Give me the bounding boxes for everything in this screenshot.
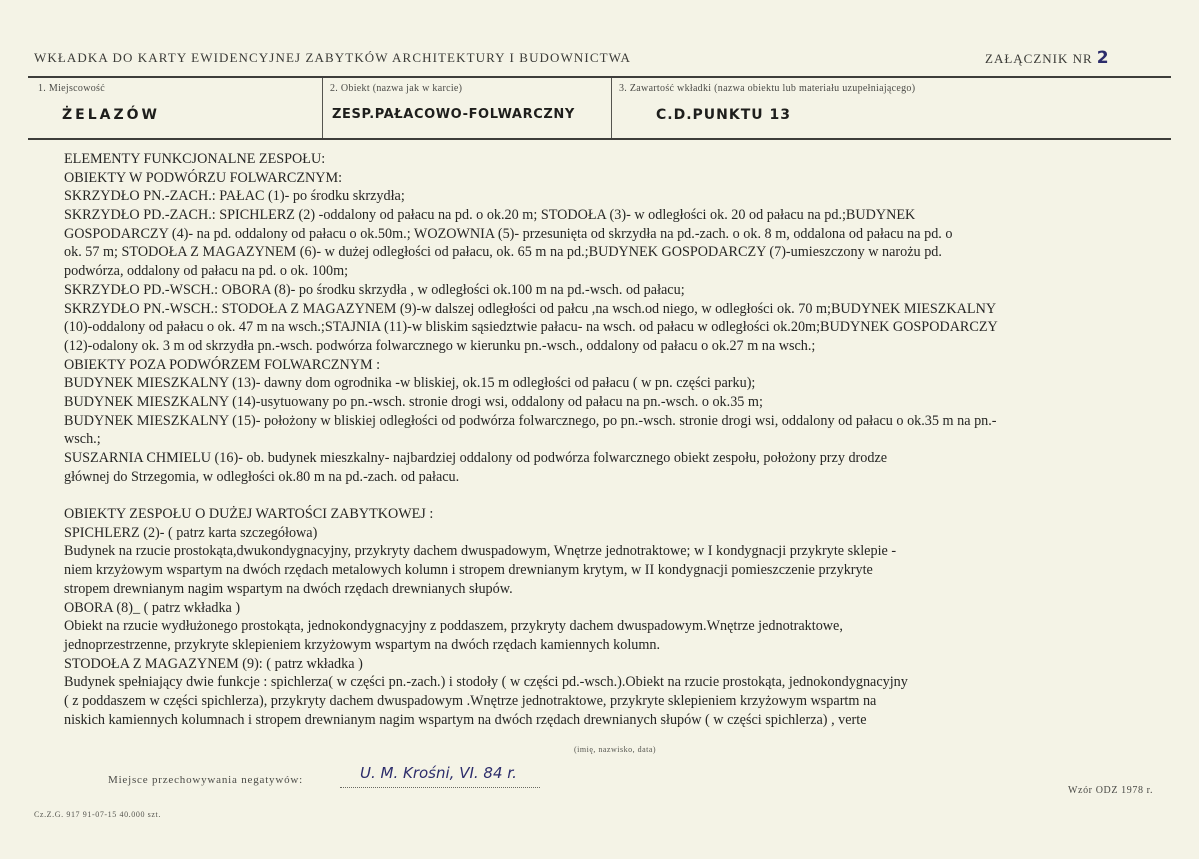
body-line: jednoprzestrzenne, przykryte sklepieniem krzyżowym wspartym na dwóch rzędach kamiennych kolumn.: [64, 636, 661, 653]
body-line: SKRZYDŁO PN.-ZACH.: PAŁAC (1)- po środku skrzydła;: [64, 188, 405, 205]
body-line: SKRZYDŁO PD.-WSCH.: OBORA (8)- po środku skrzydła , w odległości ok.100 m na pd.-wsch. od pałacu;: [64, 281, 685, 298]
negatives-label: Miejsce przechowywania negatywów:: [108, 774, 304, 786]
body-line: SPICHLERZ (2)- ( patrz karta szczegółowa): [64, 524, 318, 541]
body-line: ok. 57 m; STODOŁA Z MAGAZYNEM (6)- w dużej odległości od pałacu, ok. 65 m na pd.;BUDYNEK GOSPODARCZY (7)-umieszczony w narożu pd.: [64, 244, 942, 261]
form-title: WKŁADKA DO KARTY EWIDENCYJNEJ ZABYTKÓW ARCHITEKTURY I BUDOWNICTWA: [34, 50, 632, 65]
body-line: niem krzyżowym wspartym na dwóch rzędach metalowych kolumn i stropem drewnianym krytym, w II kondygnacji pomieszczenie przykryte: [64, 562, 873, 579]
attachment-label: ZAŁĄCZNIK NR: [985, 51, 1093, 66]
body-line: SUSZARNIA CHMIELU (16)- ob. budynek mieszkalny- najbardziej oddalony od podwórza folwarcznego obiekt zespołu, położony przy drodze: [64, 450, 888, 466]
print-info: Cz.Z.G. 917 91-07-15 40.000 szt.: [34, 810, 161, 819]
body-gap: [64, 486, 1184, 505]
body-line: OBORA (8)_ ( patrz wkładka ): [64, 599, 241, 616]
negatives-dotted-line: [340, 787, 540, 788]
body-line: podwórza, oddalony od pałacu na pd. o ok. 100m;: [64, 263, 349, 280]
body-line: (10)-oddalony od pałacu o ok. 47 m na wsch.;STAJNIA (11)-w bliskim sąsiedztwie pałacu- na wsch. od pałacu w odległości ok.20m;BUDYNEK GOSPODARCZY: [64, 319, 998, 336]
body-line: (12)-odalony ok. 3 m od skrzydła pn.-wsch. podwórza folwarcznego w kierunku pn.-wsch., oddalony od pałacu o ok.27 m na wsch.;: [64, 337, 816, 354]
body-line: ( z poddaszem w części spichlerza), przykryty dachem dwuspadowym .Wnętrze jednotraktowe, przykryte sklepieniem krzyżowym wspartm na: [64, 692, 877, 709]
body-line: OBIEKTY W PODWÓRZU FOLWARCZNYM:: [64, 169, 343, 186]
body-line: wsch.;: [64, 431, 101, 448]
body-line: ELEMENTY FUNKCJONALNE ZESPOŁU:: [64, 151, 326, 167]
body-line: GOSPODARCZY (4)- na pd. oddalony od pałacu o ok.50m.; WOZOWNIA (5)- przesunięta od skrzydła na pd.-zach. o ok. 8 m, oddalona od pałacu na pd. o: [64, 225, 953, 242]
body-line: niskich kamiennych kolumnach i stropem drewnianym nagim wspartym na dwóch rzędach drewnianych słupów ( w części spichlerza) , verte: [64, 711, 867, 728]
body-line: Budynek spełniający dwie funkcje : spichlerza( w części pn.-zach.) i stodoły ( w części pd.-wsch.).Obiekt na rzucie prostokąta, jednokondygnacyjny: [64, 674, 908, 691]
field-value-locality: ŻELAZÓW: [62, 107, 160, 123]
body-line: OBIEKTY ZESPOŁU O DUŻEJ WARTOŚCI ZABYTKOWEJ :: [64, 506, 434, 523]
body-line: BUDYNEK MIESZKALNY (15)- położony w bliskiej odległości od podwórza folwarcznego, po pn.-wsch. stronie drogi wsi, oddalony od pałacu o ok.35 m na pn.-: [64, 412, 997, 429]
body-line: Budynek na rzucie prostokąta,dwukondygnacyjny, przykryty dachem dwuspadowym, Wnętrze jednotraktowe; w I kondygnacji przykryte sklepie -: [64, 543, 897, 560]
attachment-number: [985, 48, 1110, 68]
negatives-handwritten-value: U. M. Krośni, VI. 84 r.: [360, 764, 517, 782]
body-line: OBIEKTY POZA PODWÓRZEM FOLWARCZNYM :: [64, 356, 381, 373]
header-rule-bottom: [28, 138, 1171, 140]
body-line: stropem drewnianym nagim wspartym na dwóch rzędach drewnianych słupów.: [64, 580, 513, 597]
field-value-content: C.D.PUNKTU 13: [656, 107, 792, 123]
header-rule-top: [28, 76, 1171, 78]
body-line: STODOŁA Z MAGAZYNEM (9): ( patrz wkładka ): [64, 655, 363, 672]
body-line: BUDYNEK MIESZKALNY (13)- dawny dom ogrodnika -w bliskiej, ok.15 m odległości od pałacu ( w pn. części parku);: [64, 375, 756, 392]
field-value-object: ZESP.PAŁACOWO-FOLWARCZNY: [332, 107, 575, 122]
field-label-content: 3. Zawartość wkładki (nazwa obiektu lub materiału uzupełniającego): [619, 83, 916, 94]
field-label-object: 2. Obiekt (nazwa jak w karcie): [330, 83, 463, 94]
field-divider-1: [322, 78, 323, 138]
signature-caption: (imię, nazwisko, data): [574, 745, 657, 754]
body-line: SKRZYDŁO PN.-WSCH.: STODOŁA Z MAGAZYNEM (9)-w dalszej odległości od pałcu ,na wsch.od niego, w odległości ok. 70 m;BUDYNEK MIESZKALNY: [64, 300, 997, 317]
form-template-id: Wzór ODZ 1978 r.: [1068, 785, 1154, 796]
body-line: głównej do Strzegomia, w odległości ok.80 m na pd.-zach. od pałacu.: [64, 468, 460, 485]
body-line: SKRZYDŁO PD.-ZACH.: SPICHLERZ (2) -oddalony od pałacu na pd. o ok.20 m; STODOŁA (3)- w odległości ok. 20 od pałacu na pd.;BUDYNEK: [64, 207, 916, 224]
field-divider-2: [611, 78, 612, 138]
field-label-locality: 1. Miejscowość: [38, 83, 105, 94]
body-line: Obiekt na rzucie wydłużonego prostokąta, jednokondygnacyjny z poddaszem, przykryty dachem dwuspadowym.Wnętrze jednotraktowe,: [64, 618, 843, 635]
attachment-number-handwritten: 2: [1096, 48, 1110, 68]
body-line: BUDYNEK MIESZKALNY (14)-usytuowany po pn.-wsch. stronie drogi wsi, oddalony od pałacu na pn.-wsch. o ok.35 m;: [64, 393, 763, 410]
document-body: [64, 150, 1184, 729]
